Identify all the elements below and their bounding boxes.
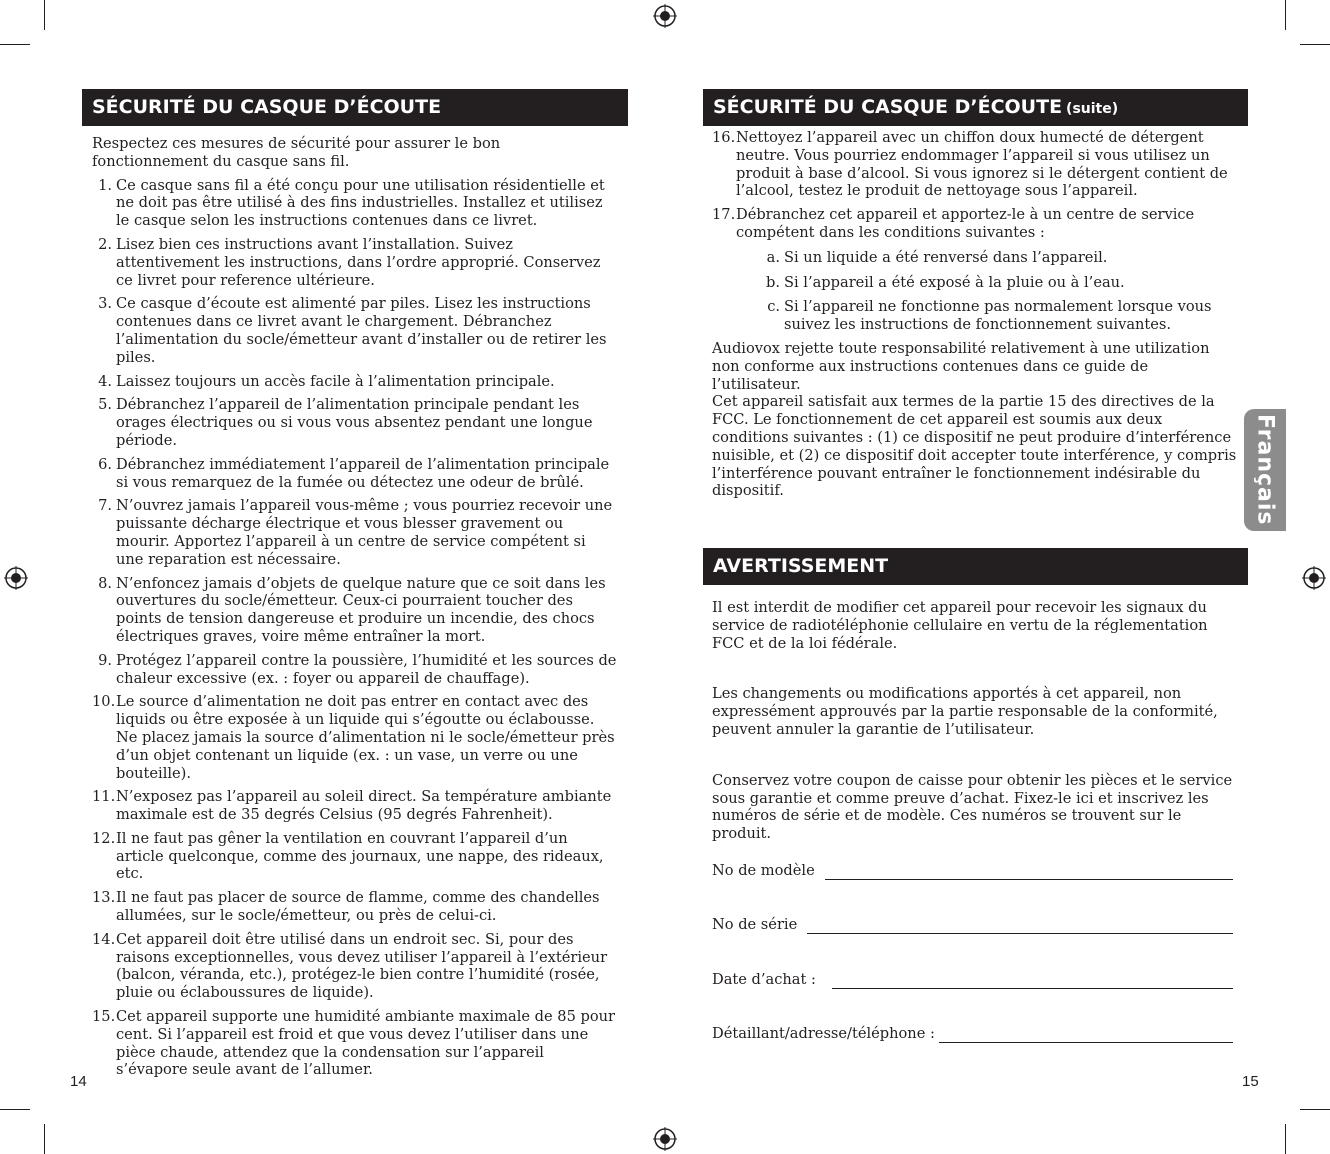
list-item [92, 652, 617, 688]
list-item-text: Ce casque d’écoute est alimenté par piles. Lisez les instructions contenues dans ce livret avant le chargement. Débranchez l’alimentation du socle/émetteur avant d’installer ou de retirer les piles. [116, 295, 607, 366]
crop-mark [0, 44, 30, 45]
crop-mark [44, 1124, 45, 1154]
purchase-date-line[interactable] [832, 974, 1233, 989]
serial-number-field [712, 916, 1233, 934]
list-item-text: Si l’appareil ne fonctionne pas normalement lorsque vous suivez les instructions de fonctionnement suivantes. [784, 298, 1212, 334]
list-item [92, 889, 617, 925]
list-item-text: Si un liquide a été renversé dans l’appareil. [784, 248, 1108, 266]
list-item-number: 16. [712, 129, 736, 146]
crop-mark [0, 1109, 30, 1110]
warning-heading-text: AVERTISSEMENT [713, 555, 889, 577]
list-item-text: Débranchez cet appareil et apportez-le à un centre de service compétent dans les conditions suivantes : [736, 206, 1195, 241]
list-item-number: 10. [92, 693, 116, 711]
heading-text: SÉCURITÉ DU CASQUE D’ÉCOUTE [92, 96, 442, 118]
registration-mark-icon [4, 566, 28, 590]
retailer-field [712, 1025, 1233, 1043]
list-item [92, 575, 617, 646]
list-item-number: 12. [92, 829, 116, 847]
heading-suffix: (suite) [1066, 101, 1119, 117]
crop-mark [1300, 1109, 1330, 1110]
safety-list [92, 177, 617, 1080]
model-number-line[interactable] [825, 865, 1233, 880]
list-item-number: 6. [98, 455, 112, 473]
list-item [92, 396, 617, 449]
retailer-label: Détaillant/adresse/téléphone : [712, 1025, 935, 1042]
list-item [92, 456, 617, 492]
list-item-number: 9. [98, 651, 112, 669]
list-item [92, 693, 617, 782]
list-item [92, 931, 617, 1002]
model-number-label: No de modèle [712, 862, 815, 879]
serial-number-line[interactable] [807, 919, 1233, 934]
sub-list-item [760, 249, 1237, 267]
list-item [92, 177, 617, 230]
list-item [92, 497, 617, 568]
purchase-date-field [712, 971, 1233, 989]
model-number-field [712, 862, 1233, 880]
list-item-number: 2. [98, 235, 112, 253]
page-number-right: 15 [1242, 1073, 1259, 1090]
list-item-number: 14. [92, 930, 116, 948]
heading-text: SÉCURITÉ DU CASQUE D’ÉCOUTE [713, 96, 1063, 118]
list-item [92, 373, 617, 391]
warning-heading [703, 548, 1248, 585]
safety-list-continued [712, 129, 1237, 242]
list-item-number: 7. [98, 497, 112, 515]
list-item-number: 4. [98, 372, 112, 390]
list-item-text: Nettoyez l’appareil avec un chiffon doux humecté de détergent neutre. Vous pourriez endommager l’appareil si vous utilisez un produit à base d’alcool. Si vous ignorez si le détergent contient de l’alcool, testez le produit de nettoyage sous l’appareil. [736, 129, 1228, 200]
list-item [92, 236, 617, 289]
language-tab-label: Français [1252, 414, 1278, 526]
list-item-number: 13. [92, 889, 116, 907]
list-item-text: N’exposez pas l’appareil au soleil direct. Sa température ambiante maximale est de 35 degrés Celsius (95 degrés Fahrenheit). [116, 788, 612, 824]
crop-mark [1285, 0, 1286, 30]
list-item-text: Si l’appareil a été exposé à la pluie ou à l’eau. [784, 273, 1125, 291]
list-item-number: c. [767, 298, 780, 316]
warning-paragraph-3: Conservez votre coupon de caisse pour obtenir les pièces et le service sous garantie et comme preuve d’achat. Fixez-le ici et inscrivez les numéros de série et de modèle. Ces numéros se trouvent sur le produit. [712, 771, 1233, 843]
list-item-number: 17. [712, 206, 736, 224]
list-item-text: Débranchez l’appareil de l’alimentation principale pendant les orages électriques ou si vous vous absentez pendant une longue période. [116, 396, 593, 449]
sub-list-item [760, 298, 1237, 334]
list-item-text: N’enfoncez jamais d’objets de quelque nature que ce soit dans les ouvertures du socle/émetteur. Ceux-ci pourraient toucher des points de tension dangereuse et produire un incendie, des chocs électriques graves, voire même entraîner la mort. [116, 574, 606, 645]
list-item-number: 3. [98, 295, 112, 313]
retailer-line[interactable] [939, 1028, 1233, 1043]
language-tab [1244, 409, 1286, 531]
list-item-text: Protégez l’appareil contre la poussière, l’humidité et les sources de chaleur excessive (ex. : foyer ou appareil de chauffage). [116, 651, 617, 687]
crop-mark [1300, 44, 1330, 45]
list-item [92, 788, 617, 824]
crop-mark [1285, 1124, 1286, 1154]
list-item-text: Cet appareil doit être utilisé dans un endroit sec. Si, pour des raisons exceptionnelles, vous devez utiliser l’appareil à l’extérieur (balcon, véranda, etc.), protégez-le bien contre l’humidité (rosée, pluie ou éclaboussures de liquide). [116, 930, 608, 1002]
list-item-number: 15. [92, 1008, 116, 1026]
list-item [92, 1008, 617, 1079]
registration-mark-icon [1302, 566, 1326, 590]
registration-mark-icon [653, 1127, 677, 1151]
page-number-left: 14 [70, 1073, 87, 1090]
disclaimer-paragraph: Audiovox rejette toute responsabilité relativement à une utilization non conforme aux instructions contenues dans ce guide de l’utilisateur. [712, 339, 1210, 393]
list-item [92, 830, 617, 883]
list-item [92, 295, 617, 366]
conditions-list [712, 249, 1237, 334]
warning-paragraph-1: Il est interdit de modifier cet appareil pour recevoir les signaux du service de radiotéléphonie cellulaire en vertu de la réglementation FCC et de la loi fédérale. [712, 599, 1208, 652]
list-item-number: 1. [98, 176, 112, 194]
sub-list-item [760, 274, 1237, 292]
intro-paragraph: Respectez ces mesures de sécurité pour assurer le bon fonctionnement du casque sans fil. [92, 135, 501, 170]
list-item-text: N’ouvrez jamais l’appareil vous-même ; vous pourriez recevoir une puissante décharge électrique et vous blesser gravement ou mourir. Apportez l’appareil à un centre de service compétent si une reparation est nécessaire. [116, 497, 613, 568]
list-item-text: Le source d’alimentation ne doit pas entrer en contact avec des liquids ou être exposée à un liquide qui s’égoutte ou éclabousse. Ne placez jamais la source d’alimentation ni le socle/émetteur près d’un objet contenant un liquide (ex. : un vase, un verre ou une bouteille). [116, 693, 615, 782]
crop-mark [44, 0, 45, 30]
list-item [712, 129, 1237, 200]
list-item-text: Lisez bien ces instructions avant l’installation. Suivez attentivement les instructions, dans l’ordre approprié. Conservez ce livret pour reference ultérieure. [116, 235, 601, 289]
list-item-text: Cet appareil supporte une humidité ambiante maximale de 85 pour cent. Si l’appareil est froid et que vous devez l’utiliser dans une pièce chaude, attendez que la condensation sur l’appareil s’évapore seule avant de l’allumer. [116, 1008, 616, 1079]
right-column-top [712, 129, 1237, 500]
purchase-date-label: Date d’achat : [712, 971, 816, 988]
list-item-text: Il ne faut pas gêner la ventilation en couvrant l’appareil d’un article quelconque, comme des journaux, une nappe, des rideaux, etc. [116, 829, 604, 883]
list-item-number: b. [766, 273, 780, 291]
list-item-text: Laissez toujours un accès facile à l’alimentation principale. [116, 372, 555, 390]
warning-column [712, 599, 1237, 843]
list-item-number: 5. [98, 396, 112, 414]
serial-number-label: No de série [712, 916, 798, 933]
list-item-number: 8. [98, 574, 112, 592]
list-item-number: a. [766, 248, 780, 266]
list-item [712, 206, 1237, 242]
fcc-paragraph: Cet appareil satisfait aux termes de la partie 15 des directives de la FCC. Le fonctionnement de cet appareil est soumis aux deux conditions suivantes : (1) ce dispositif ne peut produire d’interférence nuisible, et (2) ce dispositif doit accepter toute interférence, y compris l’interférence pouvant entraîner le fonctionnement indésirable du dispositif. [712, 393, 1237, 500]
list-item-text: Il ne faut pas placer de source de flamme, comme des chandelles allumées, sur le socle/émetteur, ou près de celui-ci. [116, 889, 600, 925]
warning-paragraph-2: Les changements ou modifications apportés à cet appareil, non expressément approuvés par la partie responsable de la conformité, peuvent annuler la garantie de l’utilisateur. [712, 685, 1218, 738]
list-item-text: Débranchez immédiatement l’appareil de l’alimentation principale si vous remarquez de la fumée ou détectez une odeur de brûlé. [116, 455, 610, 491]
list-item-text: Ce casque sans fil a été conçu pour une utilisation résidentielle et ne doit pas être utilisé à des fins industrielles. Installez et utilisez le casque selon les instructions contenues dans ce livret. [116, 176, 605, 230]
left-section-heading [82, 89, 628, 126]
right-section-heading [703, 89, 1248, 126]
left-column [92, 135, 617, 1079]
registration-mark-icon [653, 4, 677, 28]
list-item-number: 11. [92, 788, 116, 806]
